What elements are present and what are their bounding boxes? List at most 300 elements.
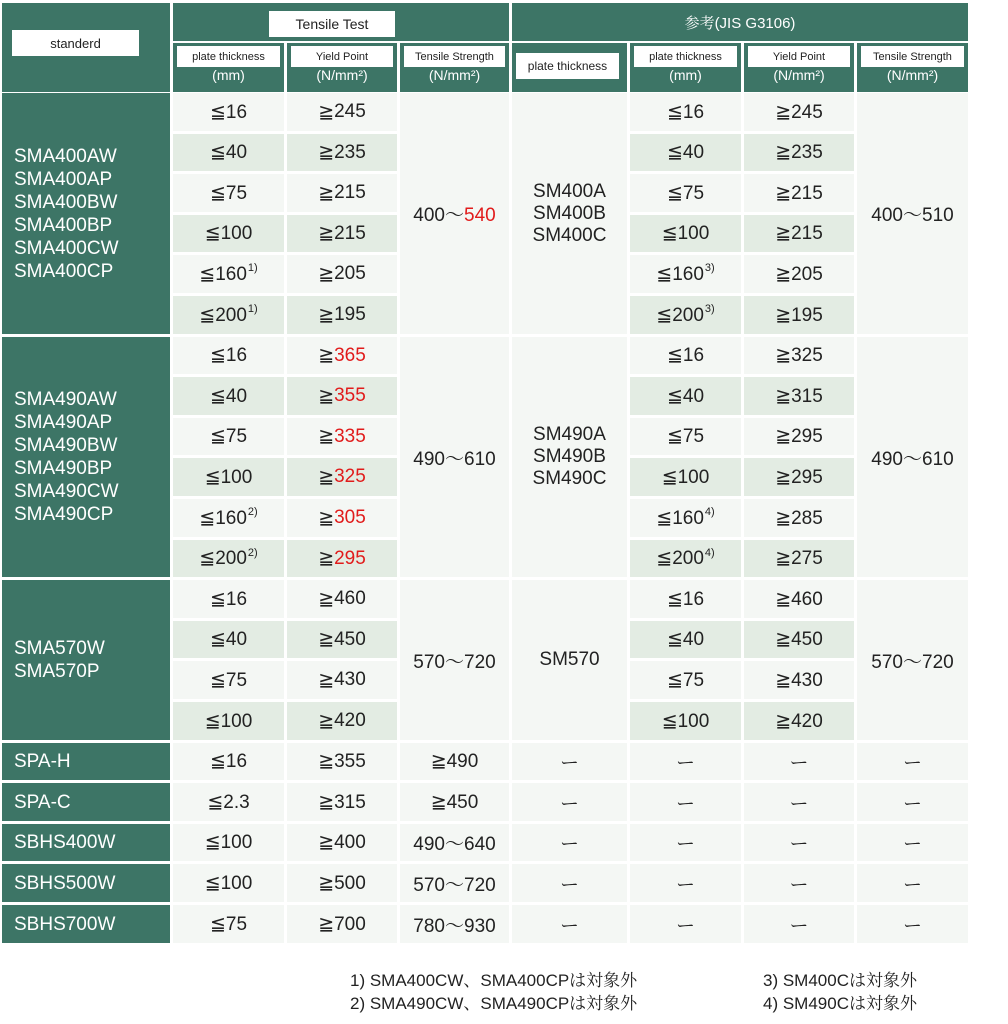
- jis-tensile-group-2: [857, 580, 968, 740]
- plate-thickness-value: ≦100: [204, 223, 253, 244]
- yield-point-value: 325: [334, 466, 366, 487]
- dash: ー: [789, 753, 809, 774]
- jis-plate-thickness-value: ≦100: [661, 710, 710, 732]
- yield-point-symbol: ≧: [318, 466, 335, 488]
- tensile-strength-header-unit-text: (N/mm²): [428, 67, 481, 83]
- jis-plate-thickness-cell: [630, 418, 741, 455]
- standard-name: SMA570W: [14, 638, 105, 659]
- standard-names: [14, 388, 119, 526]
- jis-plate-thickness-cell: [630, 337, 741, 374]
- single-row-jis-dash: [744, 864, 854, 902]
- standard-name: SMA400AP: [14, 168, 113, 190]
- plate-thickness-cell: [173, 661, 284, 699]
- jis-yield-point-header: [744, 43, 854, 92]
- yield-point-cell: [287, 174, 397, 212]
- jis-yield-point-cell: [744, 540, 854, 577]
- jis-tensile-strength-header-unit: [857, 67, 968, 83]
- jis-yield-point-cell: [744, 418, 854, 455]
- yield-point-cell: [287, 499, 397, 537]
- jis-yield-point-value: ≧450: [775, 629, 823, 650]
- jis-grade: SM400B: [533, 202, 606, 224]
- tensile-strength-group-1: [400, 337, 509, 577]
- jis-plate-thickness-value: ≦40: [666, 142, 705, 163]
- plate-thickness-header: [173, 43, 284, 92]
- yield-point-cell: [287, 377, 397, 415]
- yield-point-symbol: ≧: [318, 588, 335, 610]
- single-row-jis-dash: [744, 824, 854, 861]
- yield-point-symbol: ≧: [318, 263, 335, 285]
- dash: ー: [902, 753, 922, 774]
- single-row-yield: [287, 783, 397, 821]
- dash: ー: [902, 915, 922, 937]
- single-row-jis-dash: [744, 905, 854, 943]
- jis-yield-point-header-label: Yield Point: [772, 50, 826, 63]
- standard-label-box: [12, 30, 139, 56]
- plate-thickness-cell: [173, 621, 284, 658]
- plate-thickness-header-label: plate thickness: [192, 50, 265, 63]
- tensile-strength-min: 490〜610: [413, 448, 496, 470]
- yield-point-header-unit: [287, 67, 397, 83]
- jis-yield-point-value: ≧460: [775, 588, 823, 610]
- plate-thickness-value: ≦75: [209, 913, 248, 935]
- jis-plate-thickness-value: ≦200: [656, 548, 704, 569]
- jis-yield-point-value: ≧430: [775, 669, 823, 691]
- standard-name: SBHS400W: [14, 832, 116, 853]
- yield-point-cell: [287, 661, 397, 699]
- jis-yield-point-cell: [744, 255, 854, 293]
- jis-yield-point-value: ≧205: [775, 263, 823, 285]
- jis-tensile-group-0: [857, 93, 968, 334]
- jis-yield-point-cell: [744, 661, 854, 699]
- jis-plate-thickness-value: ≦40: [666, 629, 705, 650]
- standard-name: SBHS700W: [14, 913, 116, 935]
- standard-name: SMA400BP: [14, 214, 113, 236]
- jis-plate-thickness-cell: [630, 377, 741, 415]
- single-row-thickness: [173, 743, 284, 780]
- plate-thickness-value: ≦160: [199, 507, 247, 529]
- jis-tensile-value: 490〜610: [871, 448, 954, 470]
- single-row-yield: [287, 743, 397, 780]
- footnote-ref: 1): [247, 303, 258, 315]
- plate-thickness-cell: [173, 540, 284, 577]
- jis-plate-thickness-header-label-box: [634, 46, 737, 67]
- standard-header: [2, 3, 170, 92]
- jis-grade: SM490A: [533, 424, 606, 445]
- footnote-ref: 4): [704, 546, 715, 559]
- yield-point-value: 215: [334, 182, 366, 203]
- yield-point-header-label-box: [291, 46, 393, 67]
- jis-yield-point-cell: [744, 93, 854, 131]
- jis-grade: SM570: [539, 649, 600, 670]
- single-row-thickness: [173, 905, 284, 943]
- dash: ー: [559, 753, 579, 774]
- single-row-jis-dash: [630, 824, 741, 861]
- jis-plate-thickness-cell: [630, 296, 741, 334]
- yield-point-symbol: ≧: [318, 385, 335, 407]
- single-row-thickness: [173, 783, 284, 821]
- tensile-strength-value: ≧450: [430, 791, 479, 813]
- standard-name: SMA490AW: [14, 389, 117, 410]
- jis-grade-header-label-box: [516, 53, 619, 79]
- yield-point-cell: [287, 540, 397, 577]
- jis-tensile-strength-header-label-box: [861, 46, 964, 67]
- single-row-jis-dash: [630, 743, 741, 780]
- jis-plate-thickness-header-unit: [630, 67, 741, 83]
- yield-point-cell: [287, 702, 397, 740]
- yield-point-value: ≧700: [318, 913, 366, 935]
- yield-point-value: ≧500: [318, 872, 366, 894]
- jis-yield-point-header-unit: [744, 67, 854, 83]
- tensile-strength-header-unit: [400, 67, 509, 83]
- plate-thickness-value: ≦40: [209, 385, 248, 407]
- reference-label: 参考(JIS G3106): [684, 14, 796, 32]
- plate-thickness-cell: [173, 702, 284, 740]
- tensile-strength-min: 570〜720: [413, 651, 496, 673]
- jis-grade: SM490C: [532, 468, 607, 489]
- plate-thickness-value: ≦40: [209, 629, 248, 650]
- plate-thickness-value: ≦16: [209, 751, 248, 772]
- plate-thickness-cell: [173, 580, 284, 618]
- dash: ー: [559, 874, 579, 896]
- jis-tensile-value: 400〜510: [871, 205, 954, 226]
- plate-thickness-header-label-box: [177, 46, 280, 67]
- jis-plate-thickness-value: ≦40: [666, 385, 705, 407]
- jis-yield-point-header-unit-text: (N/mm²): [773, 67, 825, 83]
- single-row-jis-dash: [630, 905, 741, 943]
- single-row-tensile: [400, 905, 509, 943]
- plate-thickness-value: ≦100: [204, 872, 253, 894]
- jis-plate-thickness-value: ≦100: [661, 223, 710, 244]
- yield-point-header-unit-text: (N/mm²): [316, 67, 368, 83]
- dash: ー: [675, 874, 695, 896]
- yield-point-value: 355: [334, 385, 366, 406]
- dash: ー: [902, 793, 922, 815]
- jis-plate-thickness-header-unit-text: (mm): [669, 67, 702, 83]
- yield-point-value: 420: [334, 710, 366, 731]
- jis-tensile-strength-header: [857, 43, 968, 92]
- jis-yield-point-cell: [744, 296, 854, 334]
- yield-point-symbol: ≧: [318, 629, 335, 650]
- plate-thickness-cell: [173, 458, 284, 496]
- tensile-strength-value: ≧490: [430, 751, 479, 772]
- jis-plate-thickness-header-label: plate thickness: [649, 50, 722, 63]
- standard-group-1: [2, 337, 170, 577]
- jis-plate-thickness-cell: [630, 93, 741, 131]
- standard-name: SMA490BW: [14, 435, 118, 456]
- single-row-jis-dash: [744, 783, 854, 821]
- yield-point-cell: [287, 621, 397, 658]
- jis-plate-thickness-cell: [630, 661, 741, 699]
- single-row-jis-dash: [857, 743, 968, 780]
- tensile-strength-value: [413, 444, 495, 471]
- tensile-test-label: Tensile Test: [295, 16, 369, 32]
- yield-point-cell: [287, 580, 397, 618]
- jis-tensile-value: 570〜720: [871, 651, 954, 673]
- plate-thickness-value: ≦75: [209, 669, 248, 691]
- yield-point-value: 245: [334, 101, 366, 122]
- plate-thickness-cell: [173, 499, 284, 537]
- standard-names: [14, 637, 105, 683]
- dash: ー: [789, 874, 809, 896]
- jis-plate-thickness-cell: [630, 458, 741, 496]
- dash: ー: [675, 834, 695, 855]
- yield-point-cell: [287, 296, 397, 334]
- dash: ー: [559, 793, 579, 815]
- jis-grade-header-label: plate thickness: [527, 59, 608, 73]
- tensile-strength-value: 780〜930: [413, 915, 496, 937]
- yield-point-value: ≧355: [318, 751, 366, 772]
- jis-plate-thickness-value: ≦16: [666, 345, 705, 366]
- single-row-standard: [2, 743, 170, 780]
- jis-plate-thickness-value: ≦16: [666, 588, 705, 610]
- footnote-ref: 4): [704, 506, 715, 518]
- footnote-ref: 2): [247, 546, 258, 559]
- jis-yield-point-value: ≧275: [775, 548, 823, 569]
- plate-thickness-cell: [173, 174, 284, 212]
- dash: ー: [902, 834, 922, 855]
- jis-plate-thickness-cell: [630, 580, 741, 618]
- yield-point-header-label: Yield Point: [315, 50, 369, 63]
- standard-name: SPA-H: [14, 751, 71, 772]
- yield-point-value: 305: [334, 507, 366, 528]
- yield-point-value: 450: [334, 628, 366, 650]
- jis-grade: SM400A: [533, 180, 606, 202]
- single-row-jis-dash: [630, 783, 741, 821]
- jis-plate-thickness-value: ≦75: [666, 182, 705, 204]
- tensile-strength-header-label-box: [404, 46, 505, 67]
- footnote-ref: 3): [704, 303, 715, 315]
- dash: ー: [675, 753, 695, 774]
- jis-grade-group-2: [512, 580, 627, 740]
- tensile-test-label-box: [269, 11, 395, 37]
- jis-yield-point-value: ≧315: [775, 385, 823, 407]
- yield-point-cell: [287, 93, 397, 131]
- standard-name: SMA490BP: [14, 458, 113, 479]
- jis-grade-header: [512, 43, 627, 92]
- yield-point-cell: [287, 337, 397, 374]
- single-row-jis-dash: [857, 783, 968, 821]
- plate-thickness-value: ≦40: [209, 142, 248, 163]
- plate-thickness-value: ≦160: [199, 263, 247, 285]
- footnote-ref: 1): [247, 262, 258, 274]
- jis-grade-list: [533, 181, 607, 247]
- single-row-standard: [2, 824, 170, 861]
- plate-thickness-header-unit-text: (mm): [212, 67, 245, 83]
- tensile-strength-group-0: [400, 93, 509, 334]
- single-row-jis-dash: [512, 783, 627, 821]
- jis-yield-point-value: ≧325: [775, 345, 823, 366]
- yield-point-value: 215: [334, 222, 366, 244]
- jis-yield-point-value: ≧420: [775, 710, 823, 732]
- jis-plate-thickness-value: ≦160: [656, 263, 704, 285]
- jis-plate-thickness-value: ≦100: [661, 466, 710, 488]
- standard-label: standerd: [50, 35, 101, 51]
- yield-point-symbol: ≧: [318, 710, 335, 732]
- single-row-tensile: [400, 824, 509, 861]
- footnote-ref: 2): [247, 506, 258, 518]
- yield-point-value: 365: [334, 344, 366, 366]
- jis-yield-point-cell: [744, 580, 854, 618]
- plate-thickness-value: ≦16: [209, 345, 248, 366]
- yield-point-cell: [287, 255, 397, 293]
- dash: ー: [902, 874, 922, 896]
- yield-point-cell: [287, 215, 397, 252]
- yield-point-symbol: ≧: [318, 304, 335, 326]
- dash: ー: [675, 793, 695, 815]
- plate-thickness-cell: [173, 296, 284, 334]
- footnote-2: 2) SMA490CW、SMA490CPは対象外: [350, 994, 638, 1013]
- tensile-strength-value: 490〜640: [413, 834, 496, 855]
- single-row-jis-dash: [857, 905, 968, 943]
- jis-yield-point-cell: [744, 377, 854, 415]
- standard-name: SMA400AW: [14, 145, 117, 167]
- plate-thickness-cell: [173, 93, 284, 131]
- yield-point-symbol: ≧: [318, 101, 335, 123]
- yield-point-symbol: ≧: [318, 345, 335, 366]
- jis-plate-thickness-cell: [630, 540, 741, 577]
- yield-point-header: [287, 43, 397, 92]
- jis-plate-thickness-value: ≦75: [666, 426, 705, 447]
- standard-name: SMA490CW: [14, 481, 119, 502]
- single-row-standard: [2, 905, 170, 943]
- plate-thickness-value: ≦75: [209, 426, 248, 447]
- yield-point-symbol: ≧: [318, 182, 335, 204]
- yield-point-value: 295: [334, 547, 366, 569]
- jis-yield-point-value: ≧215: [775, 182, 823, 204]
- plate-thickness-value: ≦200: [199, 548, 247, 569]
- plate-thickness-value: ≦75: [209, 182, 248, 204]
- tensile-strength-header-label: Tensile Strength: [415, 50, 494, 63]
- dash: ー: [789, 915, 809, 937]
- yield-point-symbol: ≧: [318, 223, 335, 244]
- jis-yield-point-value: ≧215: [775, 223, 823, 244]
- jis-plate-thickness-cell: [630, 134, 741, 171]
- tensile-strength-group-2: [400, 580, 509, 740]
- single-row-jis-dash: [512, 905, 627, 943]
- jis-yield-point-cell: [744, 458, 854, 496]
- standard-names: [14, 145, 119, 283]
- yield-point-symbol: ≧: [318, 669, 335, 691]
- tensile-test-header: [173, 3, 509, 41]
- jis-yield-point-cell: [744, 215, 854, 252]
- dash: ー: [559, 915, 579, 937]
- jis-yield-point-cell: [744, 702, 854, 740]
- yield-point-symbol: ≧: [318, 426, 335, 447]
- dash: ー: [789, 834, 809, 855]
- single-row-yield: [287, 905, 397, 943]
- dash: ー: [675, 915, 695, 937]
- yield-point-cell: [287, 458, 397, 496]
- single-row-tensile: [400, 864, 509, 902]
- plate-thickness-cell: [173, 215, 284, 252]
- standard-name: SMA490AP: [14, 412, 113, 433]
- yield-point-symbol: ≧: [318, 142, 335, 163]
- jis-plate-thickness-cell: [630, 255, 741, 293]
- yield-point-value: 205: [334, 263, 366, 284]
- jis-grade-list: [533, 424, 607, 490]
- jis-plate-thickness-cell: [630, 174, 741, 212]
- jis-plate-thickness-cell: [630, 215, 741, 252]
- jis-plate-thickness-cell: [630, 702, 741, 740]
- single-row-tensile: [400, 743, 509, 780]
- jis-plate-thickness-header: [630, 43, 741, 92]
- footnote-1: 1) SMA400CW、SMA400CPは対象外: [350, 971, 638, 990]
- single-row-thickness: [173, 824, 284, 861]
- plate-thickness-value: ≦100: [204, 832, 253, 853]
- jis-yield-point-value: ≧195: [775, 304, 823, 326]
- yield-point-value: 195: [334, 304, 366, 325]
- jis-yield-point-cell: [744, 337, 854, 374]
- jis-tensile-strength-header-unit-text: (N/mm²): [886, 67, 939, 83]
- plate-thickness-cell: [173, 337, 284, 374]
- jis-yield-point-value: ≧245: [775, 101, 823, 123]
- tensile-strength-value: [413, 647, 495, 674]
- single-row-jis-dash: [744, 743, 854, 780]
- jis-plate-thickness-cell: [630, 499, 741, 537]
- single-row-yield: [287, 864, 397, 902]
- plate-thickness-value: ≦16: [209, 101, 248, 123]
- standard-name: SMA400CW: [14, 237, 119, 259]
- yield-point-value: ≧400: [318, 832, 366, 853]
- tensile-strength-max: 540: [464, 205, 496, 226]
- plate-thickness-header-unit: [173, 67, 284, 83]
- tensile-strength-value: [413, 200, 495, 227]
- footnote-3: 3) SM400Cは対象外: [763, 971, 917, 990]
- yield-point-value: 460: [334, 588, 366, 609]
- jis-yield-point-value: ≧295: [775, 466, 823, 488]
- jis-yield-point-value: ≧285: [775, 507, 823, 529]
- dash: ー: [789, 793, 809, 815]
- standard-group-0: [2, 93, 170, 334]
- jis-plate-thickness-value: ≦160: [656, 507, 704, 529]
- yield-point-value: ≧315: [318, 791, 366, 813]
- jis-plate-thickness-value: ≦75: [666, 669, 705, 691]
- plate-thickness-value: ≦100: [204, 466, 253, 488]
- jis-yield-point-cell: [744, 499, 854, 537]
- dash: ー: [559, 834, 579, 855]
- plate-thickness-cell: [173, 255, 284, 293]
- jis-tensile-strength-header-label: Tensile Strength: [873, 50, 952, 63]
- jis-grade: SM400C: [532, 224, 607, 246]
- footnote-ref: 3): [704, 262, 715, 274]
- single-row-jis-dash: [857, 824, 968, 861]
- single-row-tensile: [400, 783, 509, 821]
- yield-point-value: 430: [334, 669, 366, 690]
- standard-name: SPA-C: [14, 791, 71, 813]
- jis-grade-list: [539, 649, 599, 671]
- footnote-4: 4) SM490Cは対象外: [763, 994, 917, 1013]
- reference-header: [512, 3, 968, 41]
- single-row-standard: [2, 783, 170, 821]
- standard-name: SMA490CP: [14, 504, 114, 525]
- single-row-thickness: [173, 864, 284, 902]
- plate-thickness-value: ≦100: [204, 710, 253, 732]
- jis-plate-thickness-cell: [630, 621, 741, 658]
- single-row-jis-dash: [512, 743, 627, 780]
- jis-plate-thickness-value: ≦16: [666, 101, 705, 123]
- jis-grade: SM490B: [533, 446, 606, 467]
- jis-yield-point-header-label-box: [748, 46, 850, 67]
- jis-yield-point-value: ≧235: [775, 142, 823, 163]
- yield-point-value: 335: [334, 425, 366, 447]
- yield-point-cell: [287, 418, 397, 455]
- single-row-jis-dash: [512, 824, 627, 861]
- plate-thickness-cell: [173, 134, 284, 171]
- yield-point-value: 235: [334, 141, 366, 163]
- yield-point-symbol: ≧: [318, 507, 335, 529]
- jis-yield-point-cell: [744, 621, 854, 658]
- yield-point-cell: [287, 134, 397, 171]
